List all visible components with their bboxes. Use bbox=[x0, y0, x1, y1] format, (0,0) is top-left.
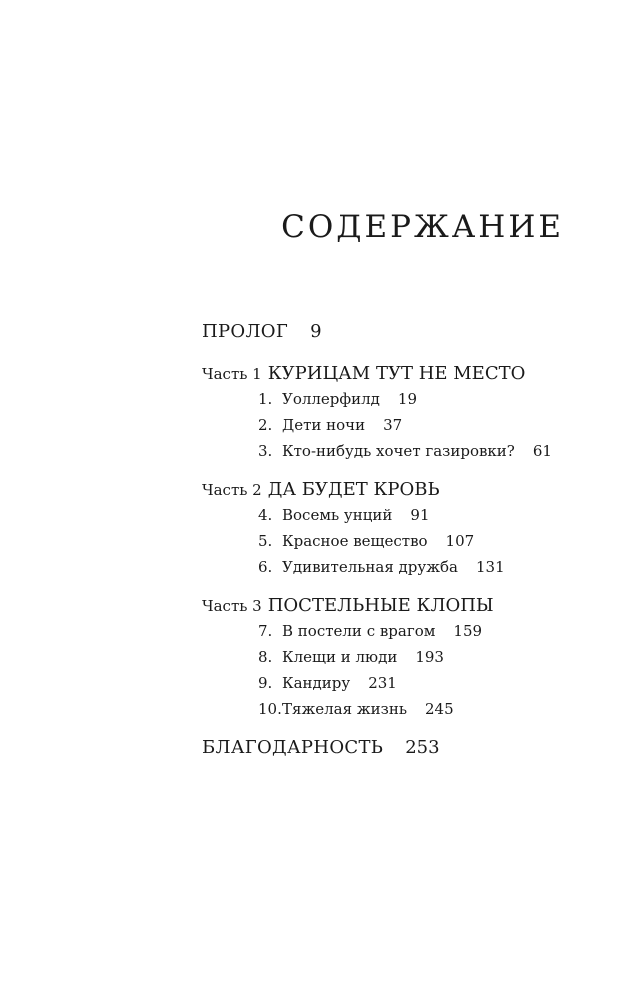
chapter-number: 1. bbox=[258, 390, 273, 408]
toc-chapter-5[interactable] bbox=[258, 530, 474, 552]
chapter-number: 7. bbox=[258, 622, 273, 640]
chapter-number: 6. bbox=[258, 558, 273, 576]
chapter-page: 231 bbox=[368, 674, 397, 692]
acknowledgements-page: 253 bbox=[405, 737, 440, 758]
chapter-number: 3. bbox=[258, 442, 273, 460]
toc-entry-prologue[interactable] bbox=[202, 320, 322, 344]
acknowledgements-label: БЛАГОДАРНОСТЬ bbox=[202, 737, 384, 758]
chapter-number: 2. bbox=[258, 416, 273, 434]
toc-chapter-3[interactable] bbox=[258, 440, 552, 462]
chapter-number: 8. bbox=[258, 648, 273, 666]
part-title: ПОСТЕЛЬНЫЕ КЛОПЫ bbox=[267, 595, 494, 616]
chapter-title: Кандиру bbox=[282, 674, 351, 692]
chapter-page: 91 bbox=[410, 506, 430, 524]
toc-part-1[interactable] bbox=[202, 362, 525, 386]
chapter-page: 37 bbox=[383, 416, 403, 434]
chapter-title: Тяжелая жизнь bbox=[282, 700, 407, 718]
chapter-title: Кто-нибудь хочет газировки? bbox=[282, 442, 515, 460]
chapter-page: 61 bbox=[532, 442, 552, 460]
part-label: Часть 1 bbox=[202, 365, 262, 383]
prologue-label: ПРОЛОГ bbox=[202, 321, 289, 342]
toc-chapter-8[interactable] bbox=[258, 646, 444, 668]
toc-chapter-9[interactable] bbox=[258, 672, 397, 694]
part-label: Часть 3 bbox=[202, 597, 262, 615]
chapter-title: Клещи и люди bbox=[282, 648, 398, 666]
chapter-page: 131 bbox=[476, 558, 505, 576]
chapter-page: 19 bbox=[397, 390, 418, 408]
toc-part-2[interactable] bbox=[202, 478, 440, 502]
chapter-number: 10. bbox=[258, 700, 282, 718]
chapter-page: 245 bbox=[425, 700, 454, 718]
chapter-number: 4. bbox=[258, 506, 273, 524]
toc-chapter-2[interactable] bbox=[258, 414, 402, 436]
chapter-title: Уоллерфилд bbox=[282, 390, 380, 408]
chapter-title: Красное вещество bbox=[282, 532, 428, 550]
toc-chapter-10[interactable] bbox=[258, 698, 454, 720]
chapter-title: Удивительная дружба bbox=[282, 558, 458, 576]
toc-part-3[interactable] bbox=[202, 594, 494, 618]
chapter-number: 5. bbox=[258, 532, 273, 550]
page-title: СОДЕРЖАНИЕ bbox=[281, 209, 564, 245]
part-title: ДА БУДЕТ КРОВЬ bbox=[267, 479, 440, 500]
toc-chapter-1[interactable] bbox=[258, 388, 417, 410]
chapter-page: 107 bbox=[445, 532, 475, 550]
chapter-number: 9. bbox=[258, 674, 273, 692]
part-title: КУРИЦАМ ТУТ НЕ МЕСТО bbox=[267, 363, 526, 384]
chapter-page: 159 bbox=[453, 622, 483, 640]
part-label: Часть 2 bbox=[202, 481, 262, 499]
chapter-title: В постели с врагом bbox=[282, 622, 436, 640]
chapter-title: Дети ночи bbox=[282, 416, 366, 434]
prologue-page: 9 bbox=[310, 321, 322, 342]
toc-chapter-6[interactable] bbox=[258, 556, 505, 578]
toc-chapter-4[interactable] bbox=[258, 504, 430, 526]
chapter-title: Восемь унций bbox=[282, 506, 393, 524]
toc-chapter-7[interactable] bbox=[258, 620, 482, 642]
chapter-page: 193 bbox=[415, 648, 444, 666]
toc-entry-acknowledgements[interactable] bbox=[202, 736, 440, 760]
